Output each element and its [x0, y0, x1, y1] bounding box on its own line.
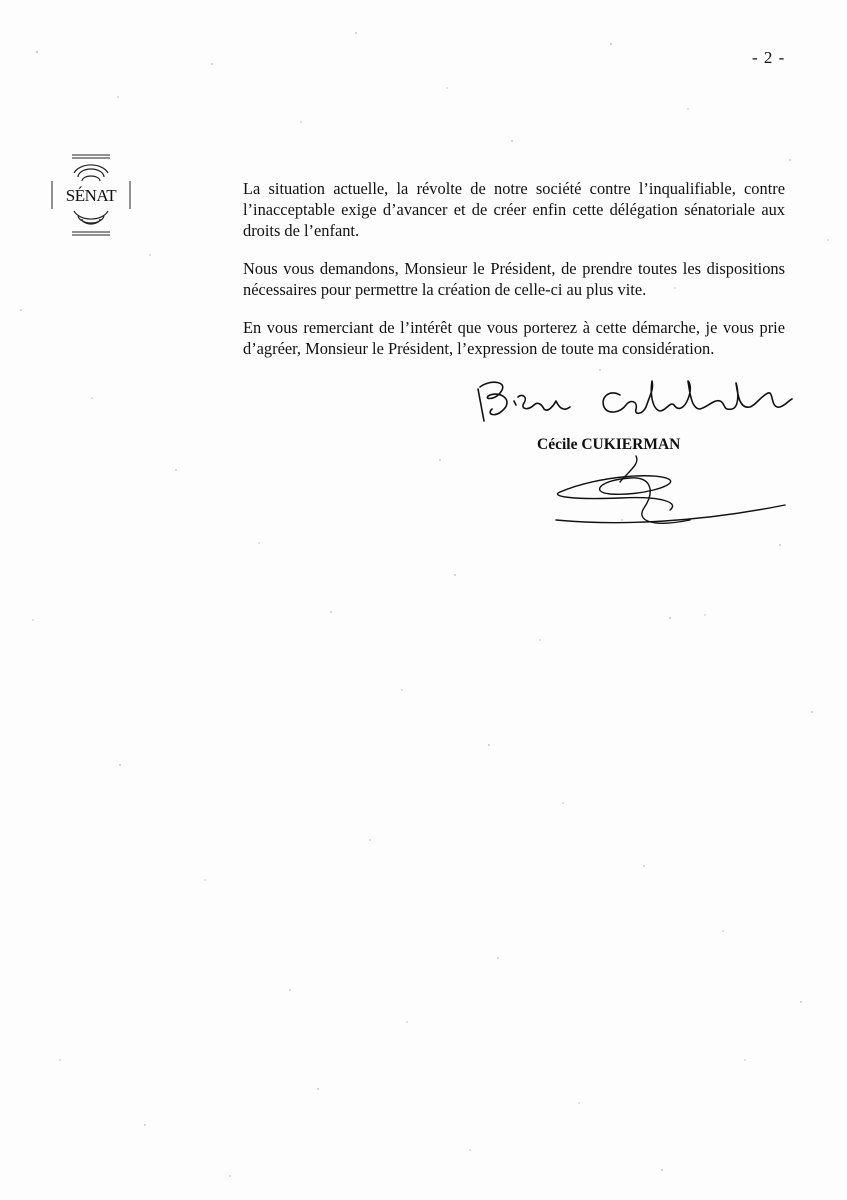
paragraph-situation: La situation actuelle, la révolte de notre société contre l’inqualifiable, contre l’inacceptable exige d’avancer et de créer enfin cette délégation sénatoriale aux droits de l’enfant.: [243, 179, 785, 240]
signatory-name: Cécile CUKIERMAN: [537, 436, 681, 453]
handwritten-closing: [470, 375, 810, 435]
signature-flourish: [540, 450, 790, 545]
letter-body: [243, 178, 785, 376]
page-number: - 2 -: [752, 48, 786, 67]
senat-logo-text: SÉNAT: [65, 186, 117, 205]
paragraph-request: Nous vous demandons, Monsieur le Président, de prendre toutes les dispositions nécessaires pour permettre la création de celle-ci au plus vite.: [243, 259, 785, 299]
paragraph-closing: En vous remerciant de l’intérêt que vous porterez à cette démarche, je vous prie d’agréer, Monsieur le Président, l’expression de toute ma considération.: [243, 318, 785, 358]
senat-logo: [50, 153, 132, 237]
